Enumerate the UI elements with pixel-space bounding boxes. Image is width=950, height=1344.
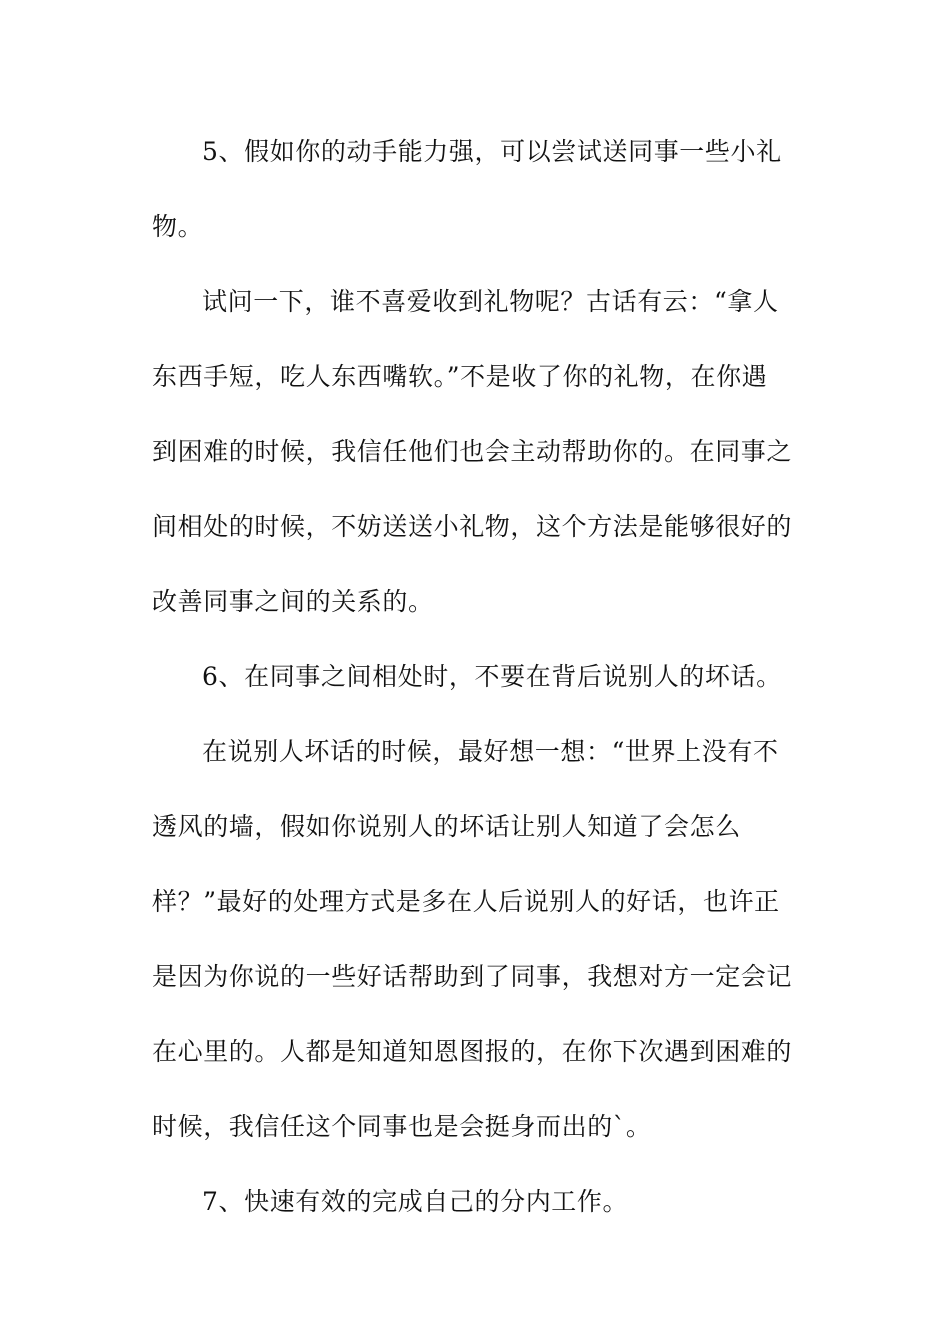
heading-tip-5: 5、假如你的动手能力强，可以尝试送同事一些小礼: [202, 137, 782, 166]
heading-tip-7: 7、快速有效的完成自己的分内工作。: [202, 1187, 629, 1216]
paragraph-line: 在说别人坏话的时候，最好想一想：“世界上没有不: [202, 737, 779, 766]
paragraph-line: 间相处的时候，不妨送送小礼物，这个方法是能够很好的: [152, 512, 793, 541]
paragraph-line: 时候，我信任这个同事也是会挺身而出的`。: [152, 1112, 652, 1141]
paragraph-line: 样？”最好的处理方式是多在人后说别人的好话，也许正: [152, 887, 780, 916]
text-line: 物。: [152, 212, 204, 241]
paragraph-line: 改善同事之间的关系的。: [152, 587, 434, 616]
paragraph-line: 到困难的时候，我信任他们也会主动帮助你的。在同事之: [152, 437, 793, 466]
paragraph-line: 在心里的。人都是知道知恩图报的，在你下次遇到困难的: [152, 1037, 793, 1066]
paragraph-line: 是因为你说的一些好话帮助到了同事，我想对方一定会记: [152, 962, 793, 991]
heading-tip-6: 6、在同事之间相处时，不要在背后说别人的坏话。: [202, 662, 782, 691]
paragraph-line: 试问一下，谁不喜爱收到礼物呢？古话有云：“拿人: [202, 287, 779, 316]
paragraph-line: 东西手短，吃人东西嘴软。”不是收了你的礼物，在你遇: [152, 362, 768, 391]
paragraph-line: 透风的墙，假如你说别人的坏话让别人知道了会怎么: [152, 812, 741, 841]
